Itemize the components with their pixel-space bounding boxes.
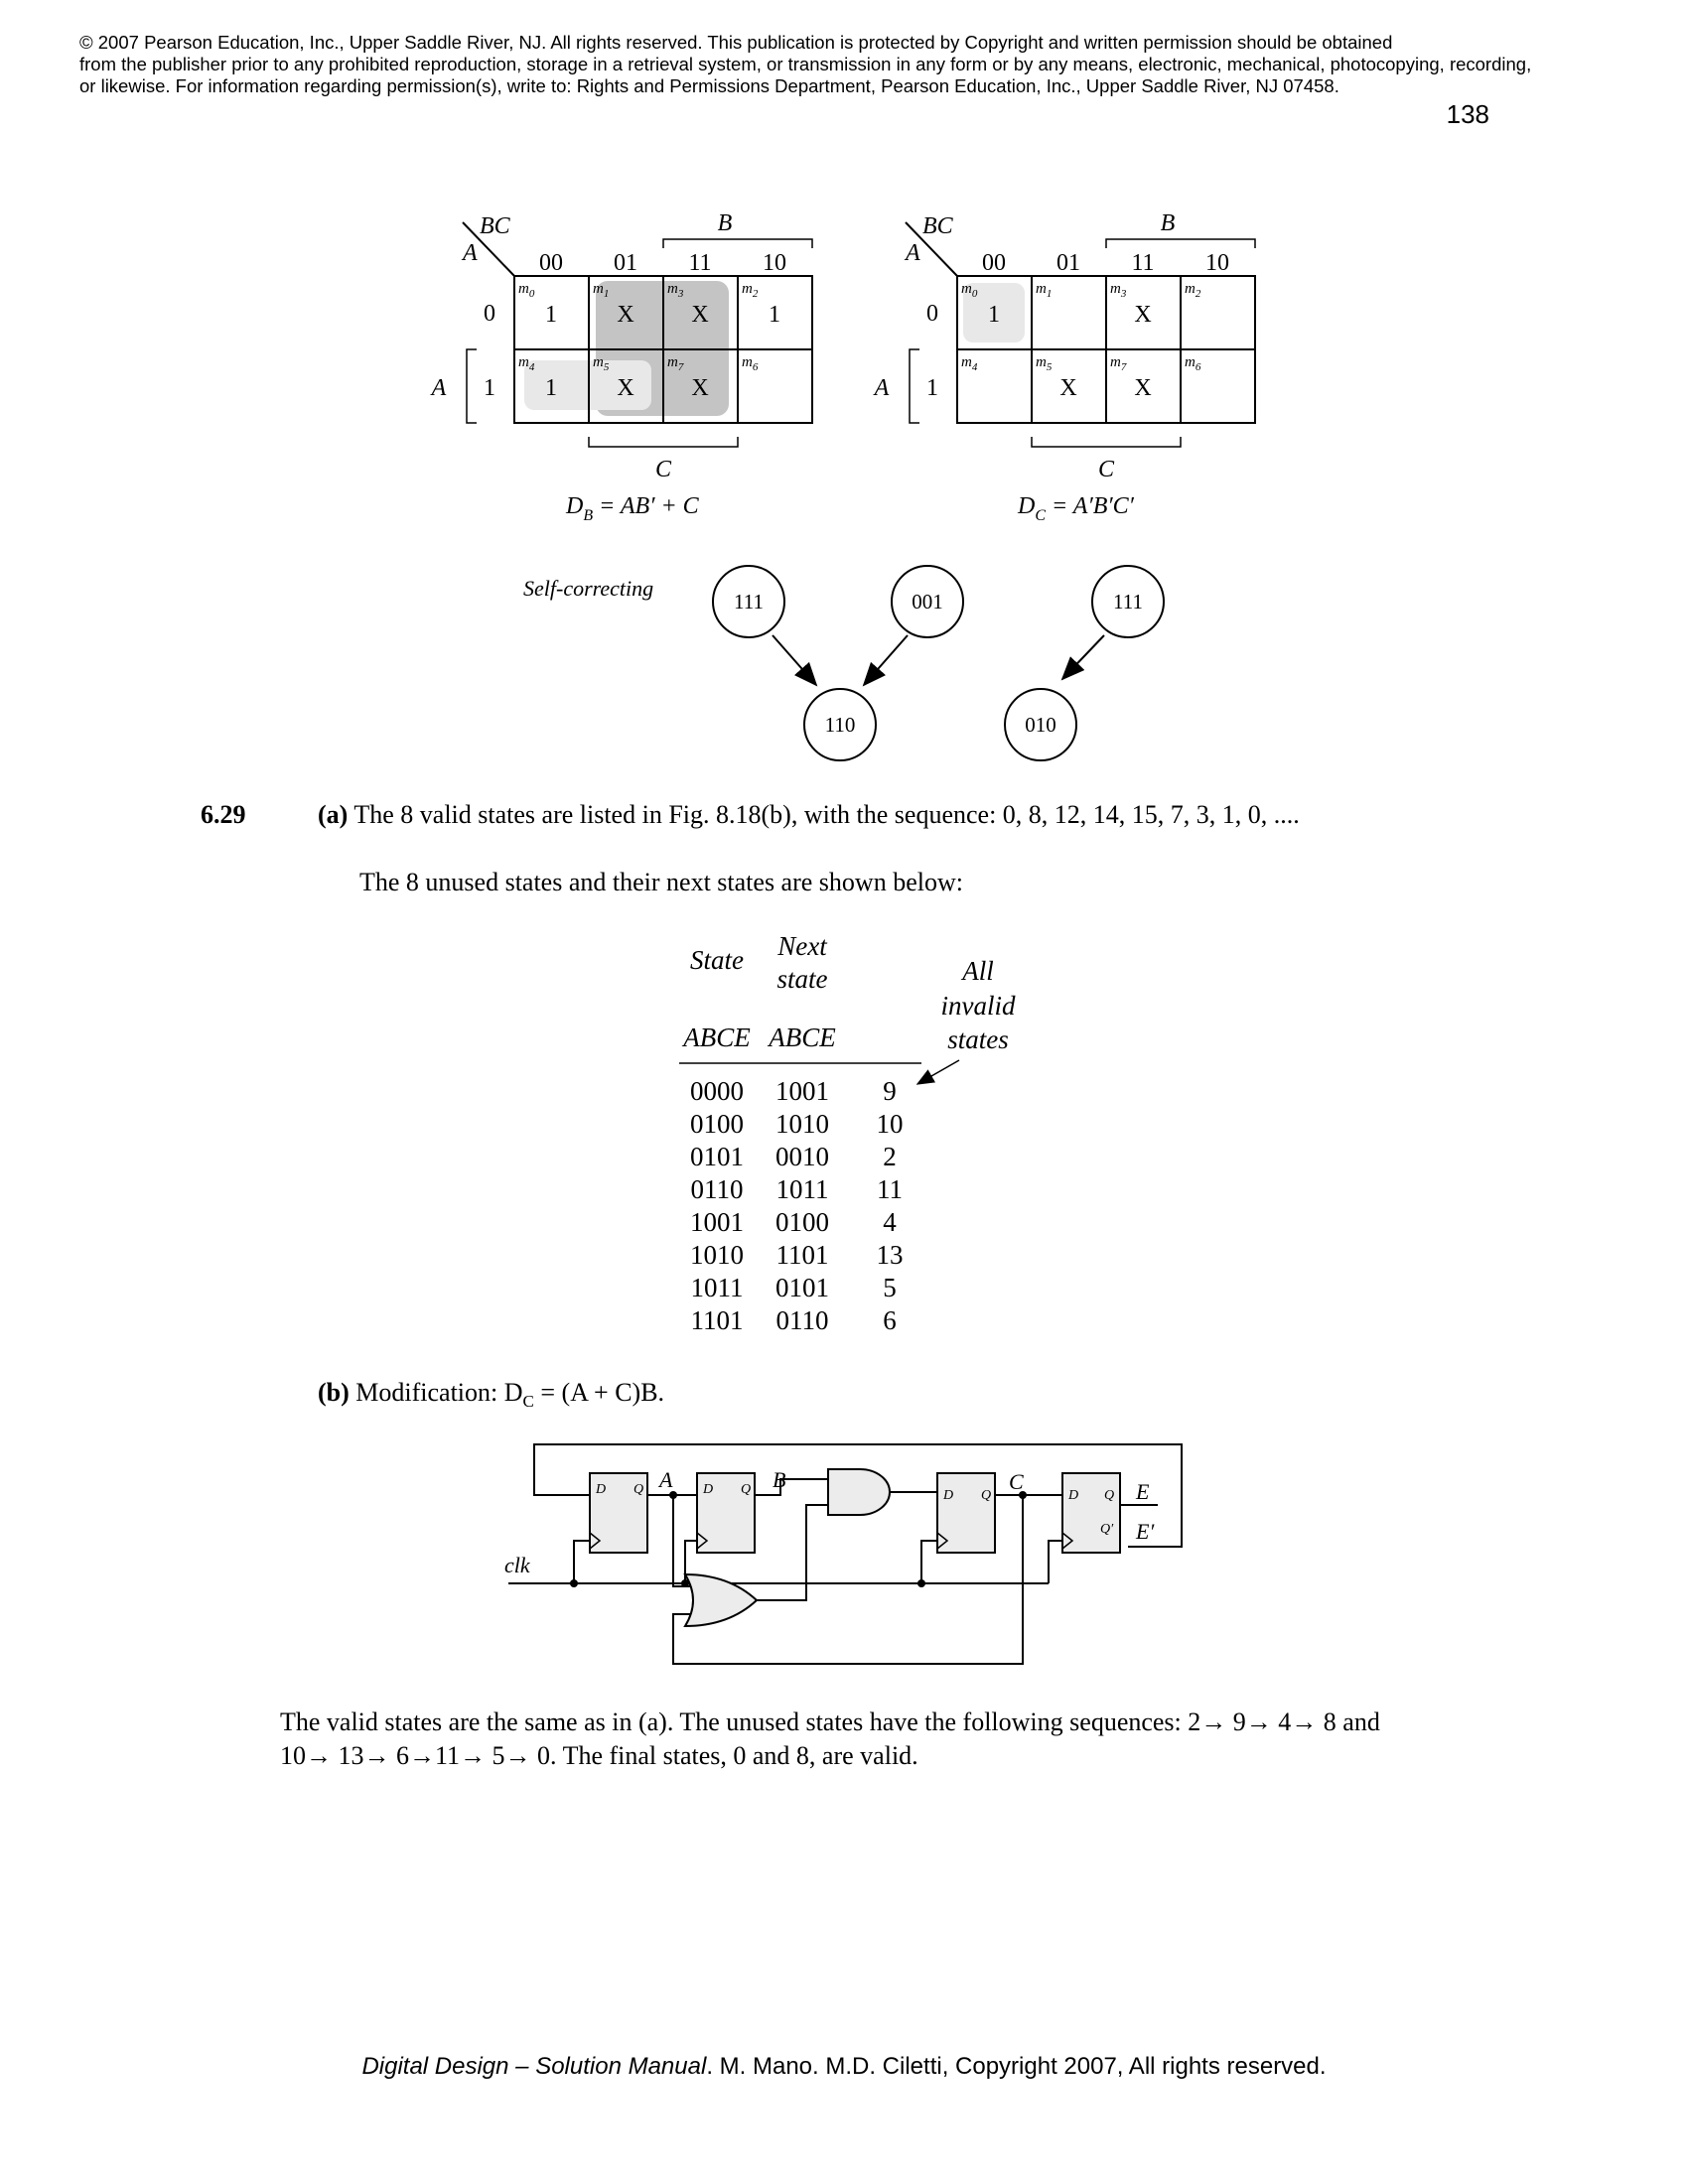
flip-flop-e — [1062, 1473, 1120, 1553]
annotation-line3: states — [947, 1024, 1009, 1054]
part-a-label: (a) — [318, 800, 349, 829]
ffa-d-label: D — [596, 1482, 607, 1497]
kmap-figure — [0, 0, 1688, 596]
kmap1-cell-m0: 1 — [545, 302, 557, 328]
annotation-line1: All — [962, 956, 994, 986]
kmap1-col-11: 11 — [688, 250, 712, 276]
table-cell-state: 0100 — [690, 1109, 744, 1139]
kmap1-cell-m7: X — [691, 375, 709, 401]
conclusion-line-1: The valid states are the same as in (a). The unused states have the following sequences: 2→ 9→ 4→ 8 and — [280, 1707, 1380, 1736]
kmap2-minterm-0: $m_0$ — [961, 281, 978, 300]
annotation-arrow — [917, 1060, 959, 1084]
copyright-line-2: from the publisher prior to any prohibited reproduction, storage in a retrieval system, or transmission in any form or by any means, electronic, mechanical, photocopying, recording, — [79, 54, 1532, 74]
table-bits-header-2: ABCE — [769, 1023, 836, 1052]
conclusion-paragraph — [280, 1706, 1571, 1773]
table-row — [690, 1142, 897, 1171]
footer-rest: . M. Mano. M.D. Ciletti, Copyright 2007, All rights reserved. — [706, 2053, 1327, 2080]
signal-c-label: C — [1009, 1469, 1024, 1494]
part-a-paragraph — [318, 800, 1300, 830]
junction-clk-2 — [681, 1579, 689, 1587]
table-cell-state: 0000 — [690, 1076, 744, 1106]
kmap1-minterm-0: $m_0$ — [518, 281, 535, 300]
kmap2-minterm-4: $m_4$ — [961, 354, 978, 373]
part-b-label: (b) — [318, 1378, 350, 1407]
part-b-text-pre: Modification: D — [349, 1378, 523, 1407]
kmap1-minterm-2: $m_2$ — [742, 281, 759, 300]
and-gate — [828, 1469, 890, 1515]
part-b-paragraph — [318, 1378, 664, 1412]
footer — [0, 2053, 1688, 2081]
state-label-111-b: 111 — [1113, 590, 1143, 614]
kmap2-col-00: 00 — [982, 250, 1006, 276]
kmap1-minterm-3: $m_3$ — [667, 281, 684, 300]
state-label-001: 001 — [912, 590, 943, 614]
table-cell-next: 1001 — [775, 1076, 829, 1106]
state-label-110: 110 — [824, 713, 856, 737]
part-a-text: The 8 valid states are listed in Fig. 8.18(b), with the sequence: 0, 8, 12, 14, 15, 7, 3, 1, 0, .... — [348, 800, 1300, 829]
copyright-line-3: or likewise. For information regarding permission(s), write to: Rights and Permissions Department, Pearson Education, Inc., Upper Saddle River, NJ 07458. — [79, 75, 1339, 96]
ffb-d-label: D — [703, 1482, 714, 1497]
kmap1-minterm-6: $m_6$ — [742, 354, 759, 373]
kmap1-minterm-1: $m_1$ — [593, 281, 610, 300]
kmap1-col-00: 00 — [539, 250, 563, 276]
kmap1-equation: $D_B = AB' + C$ — [566, 493, 699, 524]
table-cell-next: 0110 — [775, 1305, 829, 1335]
kmap2-a-label: A — [906, 240, 920, 266]
part-b-text-post: = (A + C)B. — [533, 1378, 665, 1407]
table-cell-next: 1101 — [775, 1240, 829, 1270]
table-cell-state: 1010 — [690, 1240, 744, 1270]
kmap1-cell-m2: 1 — [769, 302, 780, 328]
kmap-2 — [873, 210, 1255, 524]
table-body — [690, 1076, 904, 1335]
kmap2-minterm-3: $m_3$ — [1110, 281, 1127, 300]
table-cell-decimal: 2 — [883, 1142, 897, 1171]
ffc-d-label: D — [943, 1488, 954, 1503]
kmap1-minterm-7: $m_7$ — [667, 354, 684, 373]
kmap2-col-11: 11 — [1131, 250, 1155, 276]
or-gate — [685, 1574, 757, 1626]
kmap2-cell-m3: X — [1134, 302, 1152, 328]
table-bits-header-1: ABCE — [683, 1023, 751, 1052]
table-cell-decimal: 9 — [883, 1076, 897, 1106]
signal-eprime-label: E′ — [1136, 1519, 1155, 1544]
kmap2-cell-m5: X — [1059, 375, 1077, 401]
table-cell-state: 0101 — [690, 1142, 744, 1171]
kmap1-cell-m4: 1 — [545, 375, 557, 401]
kmap2-bracket-b: B — [1160, 210, 1176, 236]
annotation-line2: invalid — [940, 991, 1016, 1021]
ffe-qbar-label: Q′ — [1100, 1522, 1114, 1537]
ffe-q-label: Q — [1104, 1488, 1115, 1503]
self-correcting-label: Self-correcting — [523, 576, 654, 601]
table-cell-next: 0101 — [775, 1273, 829, 1302]
kmap2-minterm-7: $m_7$ — [1110, 354, 1127, 373]
conclusion-line-2: 10→ 13→ 6→11→ 5→ 0. The final states, 0 and 8, are valid. — [280, 1741, 918, 1770]
table-cell-next: 1010 — [775, 1109, 829, 1139]
footer-title: Digital Design – Solution Manual — [361, 2053, 707, 2080]
state-label-111-a: 111 — [734, 590, 764, 614]
ffe-d-label: D — [1068, 1488, 1079, 1503]
junction-clk-3 — [917, 1579, 925, 1587]
ffc-q-label: Q — [981, 1488, 992, 1503]
kmap2-row-1: 1 — [926, 375, 938, 401]
kmap2-cell-m7: X — [1134, 375, 1152, 401]
kmap2-cell-m0: 1 — [988, 302, 1000, 328]
flip-flop-c — [937, 1473, 995, 1553]
table-row — [691, 1174, 904, 1204]
signal-b-label: B — [773, 1467, 786, 1492]
kmap1-a-label: A — [463, 240, 478, 266]
clk-label: clk — [504, 1553, 530, 1577]
kmap1-bracket-a: A — [431, 375, 447, 401]
table-cell-decimal: 11 — [877, 1174, 903, 1204]
table-cell-decimal: 6 — [883, 1305, 897, 1335]
ffb-q-label: Q — [741, 1482, 752, 1497]
ffa-q-label: Q — [633, 1482, 644, 1497]
kmap1-col-10: 10 — [763, 250, 786, 276]
kmap1-bracket-c: C — [654, 457, 672, 482]
table-row — [691, 1305, 897, 1335]
table-row — [690, 1076, 897, 1106]
signal-e-label: E — [1136, 1479, 1150, 1504]
kmap1-cell-m3: X — [691, 302, 709, 328]
kmap1-bracket-b: B — [717, 210, 733, 236]
kmap1-minterm-4: $m_4$ — [518, 354, 535, 373]
table-cell-decimal: 4 — [883, 1207, 897, 1237]
table-cell-state: 1001 — [690, 1207, 744, 1237]
junction-clk-1 — [570, 1579, 578, 1587]
table-header-next-line1: Next — [777, 931, 827, 961]
table-cell-decimal: 5 — [883, 1273, 897, 1302]
table-row — [690, 1207, 897, 1237]
part-b-subscript: C — [522, 1392, 534, 1412]
table-cell-next: 0100 — [775, 1207, 829, 1237]
state-label-010: 010 — [1025, 713, 1056, 737]
table-cell-state: 0110 — [690, 1174, 744, 1204]
kmap2-minterm-6: $m_6$ — [1185, 354, 1201, 373]
kmap2-bracket-c: C — [1097, 457, 1115, 482]
kmap-1 — [430, 210, 812, 524]
table-row — [690, 1109, 904, 1139]
page-number: 138 — [1446, 99, 1489, 129]
kmap1-row-0: 0 — [484, 301, 495, 327]
table-cell-next: 1011 — [775, 1174, 829, 1204]
table-cell-state: 1101 — [690, 1305, 744, 1335]
signal-a-label: A — [659, 1467, 673, 1492]
kmap1-bc-label: BC — [480, 213, 510, 239]
unused-states-intro: The 8 unused states and their next states are shown below: — [359, 868, 963, 896]
kmap1-row-1: 1 — [484, 375, 495, 401]
table-row — [691, 1273, 897, 1302]
kmap1-minterm-5: $m_5$ — [593, 354, 610, 373]
table-cell-next: 0010 — [775, 1142, 829, 1171]
kmap2-minterm-2: $m_2$ — [1185, 281, 1201, 300]
kmap2-minterm-1: $m_1$ — [1036, 281, 1053, 300]
table-header-state: State — [690, 945, 744, 975]
kmap2-bc-label: BC — [922, 213, 953, 239]
junction-a — [669, 1491, 677, 1499]
circuit-diagram — [0, 1430, 1688, 1688]
table-row — [690, 1240, 904, 1270]
self-correcting-diagram — [0, 536, 1688, 794]
kmap1-col-01: 01 — [614, 250, 637, 276]
table-header-next-line2: state — [776, 964, 828, 994]
kmap2-col-01: 01 — [1056, 250, 1080, 276]
kmap2-col-10: 10 — [1205, 250, 1229, 276]
unused-states-table — [0, 923, 1688, 1340]
problem-number: 6.29 — [201, 800, 246, 829]
table-cell-decimal: 13 — [876, 1240, 904, 1270]
kmap2-row-0: 0 — [926, 301, 938, 327]
kmap2-minterm-5: $m_5$ — [1036, 354, 1053, 373]
kmap2-bracket-a: A — [874, 375, 890, 401]
table-cell-state: 1011 — [690, 1273, 744, 1302]
kmap1-cell-m5: X — [617, 375, 634, 401]
kmap2-equation: $D_C = A'B'C'$ — [1018, 493, 1134, 524]
copyright-line-1: © 2007 Pearson Education, Inc., Upper Saddle River, NJ. All rights reserved. This publication is protected by Copyright and written permission should be obtained — [79, 32, 1393, 53]
table-cell-decimal: 10 — [876, 1109, 904, 1139]
kmap1-cell-m1: X — [617, 302, 634, 328]
